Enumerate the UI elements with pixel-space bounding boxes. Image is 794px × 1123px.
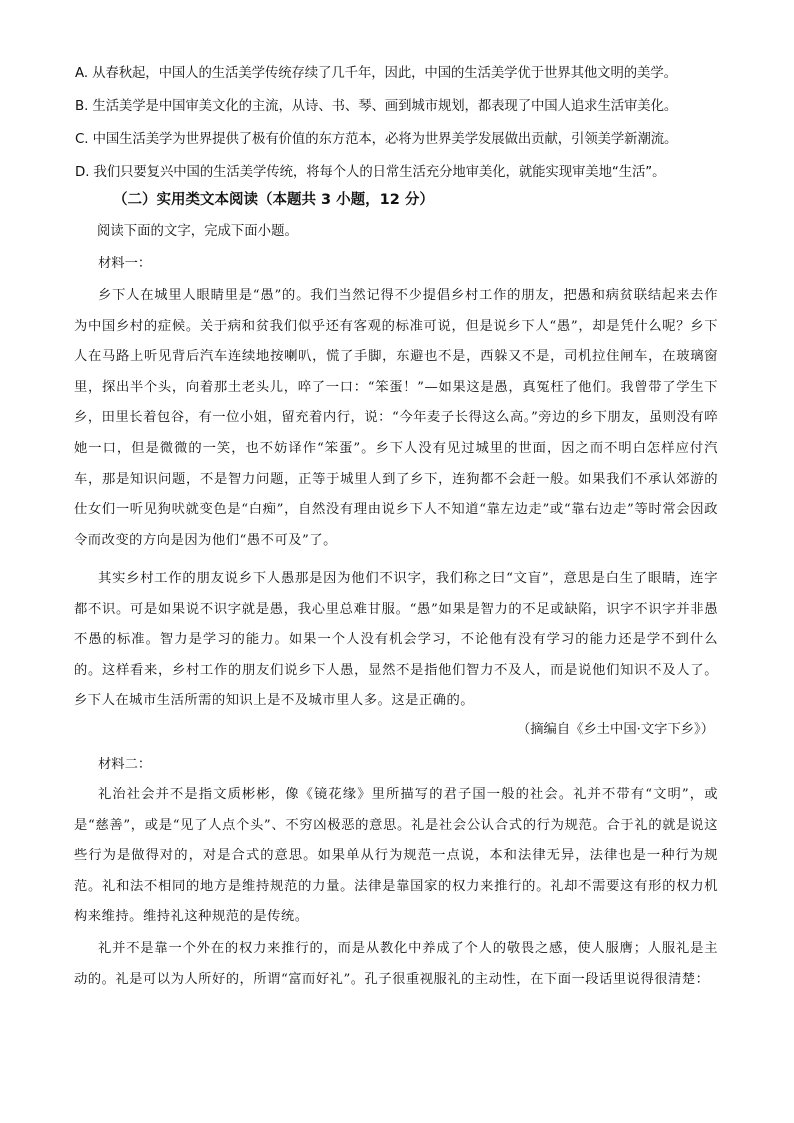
option-b: B. 生活美学是中国审美文化的主流，从诗、书、琴、画到城市规划，都表现了中国人追求生活审美化。 [75,99,678,114]
material-1-label: 材料一： [98,256,152,271]
material-2-paragraph-1: 礼治社会并不是指文质彬彬，像《镜花缘》里所描写的君子国一般的社会。礼并不带有“文明”，或是“慈善”，或是“见了人点个头”、不穷凶极恶的意思。礼是社会公认合式的行为规范。合于礼的就是说这些行为是做得对的，对是合式的意思。如果单从行为规范一点说，本和法律无异，法律也是一种行为规范。礼和法不相同的地方是维持规范的力量。法律是靠国家的权力来推行的。礼却不需要这有形的权力机构来维持。维持礼这种规范的是传统。 [74,787,718,925]
section-heading: （二）实用类文本阅读（本题共 3 小题，12 分） [113,192,434,208]
material-2-label: 材料二： [98,757,152,772]
answer-options [75,64,735,196]
material-2-paragraph-2: 礼并不是靠一个外在的权力来推行的，而是从教化中养成了个人的敬畏之感，使人服膺；人服礼是主动的。礼是可以为人所好的，所谓“富而好礼”。孔子很重视服礼的主动性，在下面一段话里说得很清楚： [74,941,718,987]
option-a: A. 从春秋起，中国人的生活美学传统存续了几千年，因此，中国的生活美学优于世界其他文明的美学。 [75,66,677,81]
material-1-paragraph-1: 乡下人在城里人眼睛里是“愚”的。我们当然记得不少提倡乡村工作的朋友，把愚和病贫联结起来去作为中国乡村的症候。关于病和贫我们似乎还有客观的标准可说，但是说乡下人“愚”，却是凭什么呢？乡下人在马路上听见背后汽车连续地按喇叭，慌了手脚，东避也不是，西躲又不是，司机拉住闸车，在玻璃窗里，探出半个头，向着那土老头儿，啐了一口：“笨蛋！”—如果这是愚，真冤枉了他们。我曾带了学生下乡，田里长着包谷，有一位小姐，留充着内行，说：“今年麦子长得这么高。”旁边的乡下朋友，虽则没有啐她一口，但是微微的一笑，也不妨译作“笨蛋”。乡下人没有见过城里的世面，因之而不明白怎样应付汽车，那是知识问题，不是智力问题，正等于城里人到了乡下，连狗都不会赶一般。如果我们不承认郊游的仕女们一听见狗吠就变色是“白痴”，自然没有理由说乡下人不知道“靠左边走”或“靠右边走”等时常会因政令而改变的方向是因为他们“愚不可及”了。 [74,288,718,548]
material-1-paragraph-2: 其实乡村工作的朋友说乡下人愚那是因为他们不识字，我们称之曰“文盲”，意思是白生了眼睛，连字都不识。可是如果说不识字就是愚，我心里总难甘服。“愚”如果是智力的不足或缺陷，识字不识字并非愚不愚的标准。智力是学习的能力。如果一个人没有机会学习，不论他有没有学习的能力还是学不到什么的。这样看来，乡村工作的朋友们说乡下人愚，显然不是指他们智力不及人，而是说他们知识不及人了。乡下人在城市生活所需的知识上是不及城市里人多。这是正确的。 [74,571,718,709]
material-1-source: （摘编自《乡土中国·文字下乡》） [516,722,714,737]
instruction: 阅读下面的文字，完成下面小题。 [97,224,298,239]
option-d: D. 我们只要复兴中国的生活美学传统，将每个人的日常生活充分地审美化，就能实现审美地“生活”。 [75,165,666,180]
option-c: C. 中国生活美学为世界提供了极有价值的东方范本，必将为世界美学发展做出贡献，引领美学新潮流。 [75,132,678,147]
